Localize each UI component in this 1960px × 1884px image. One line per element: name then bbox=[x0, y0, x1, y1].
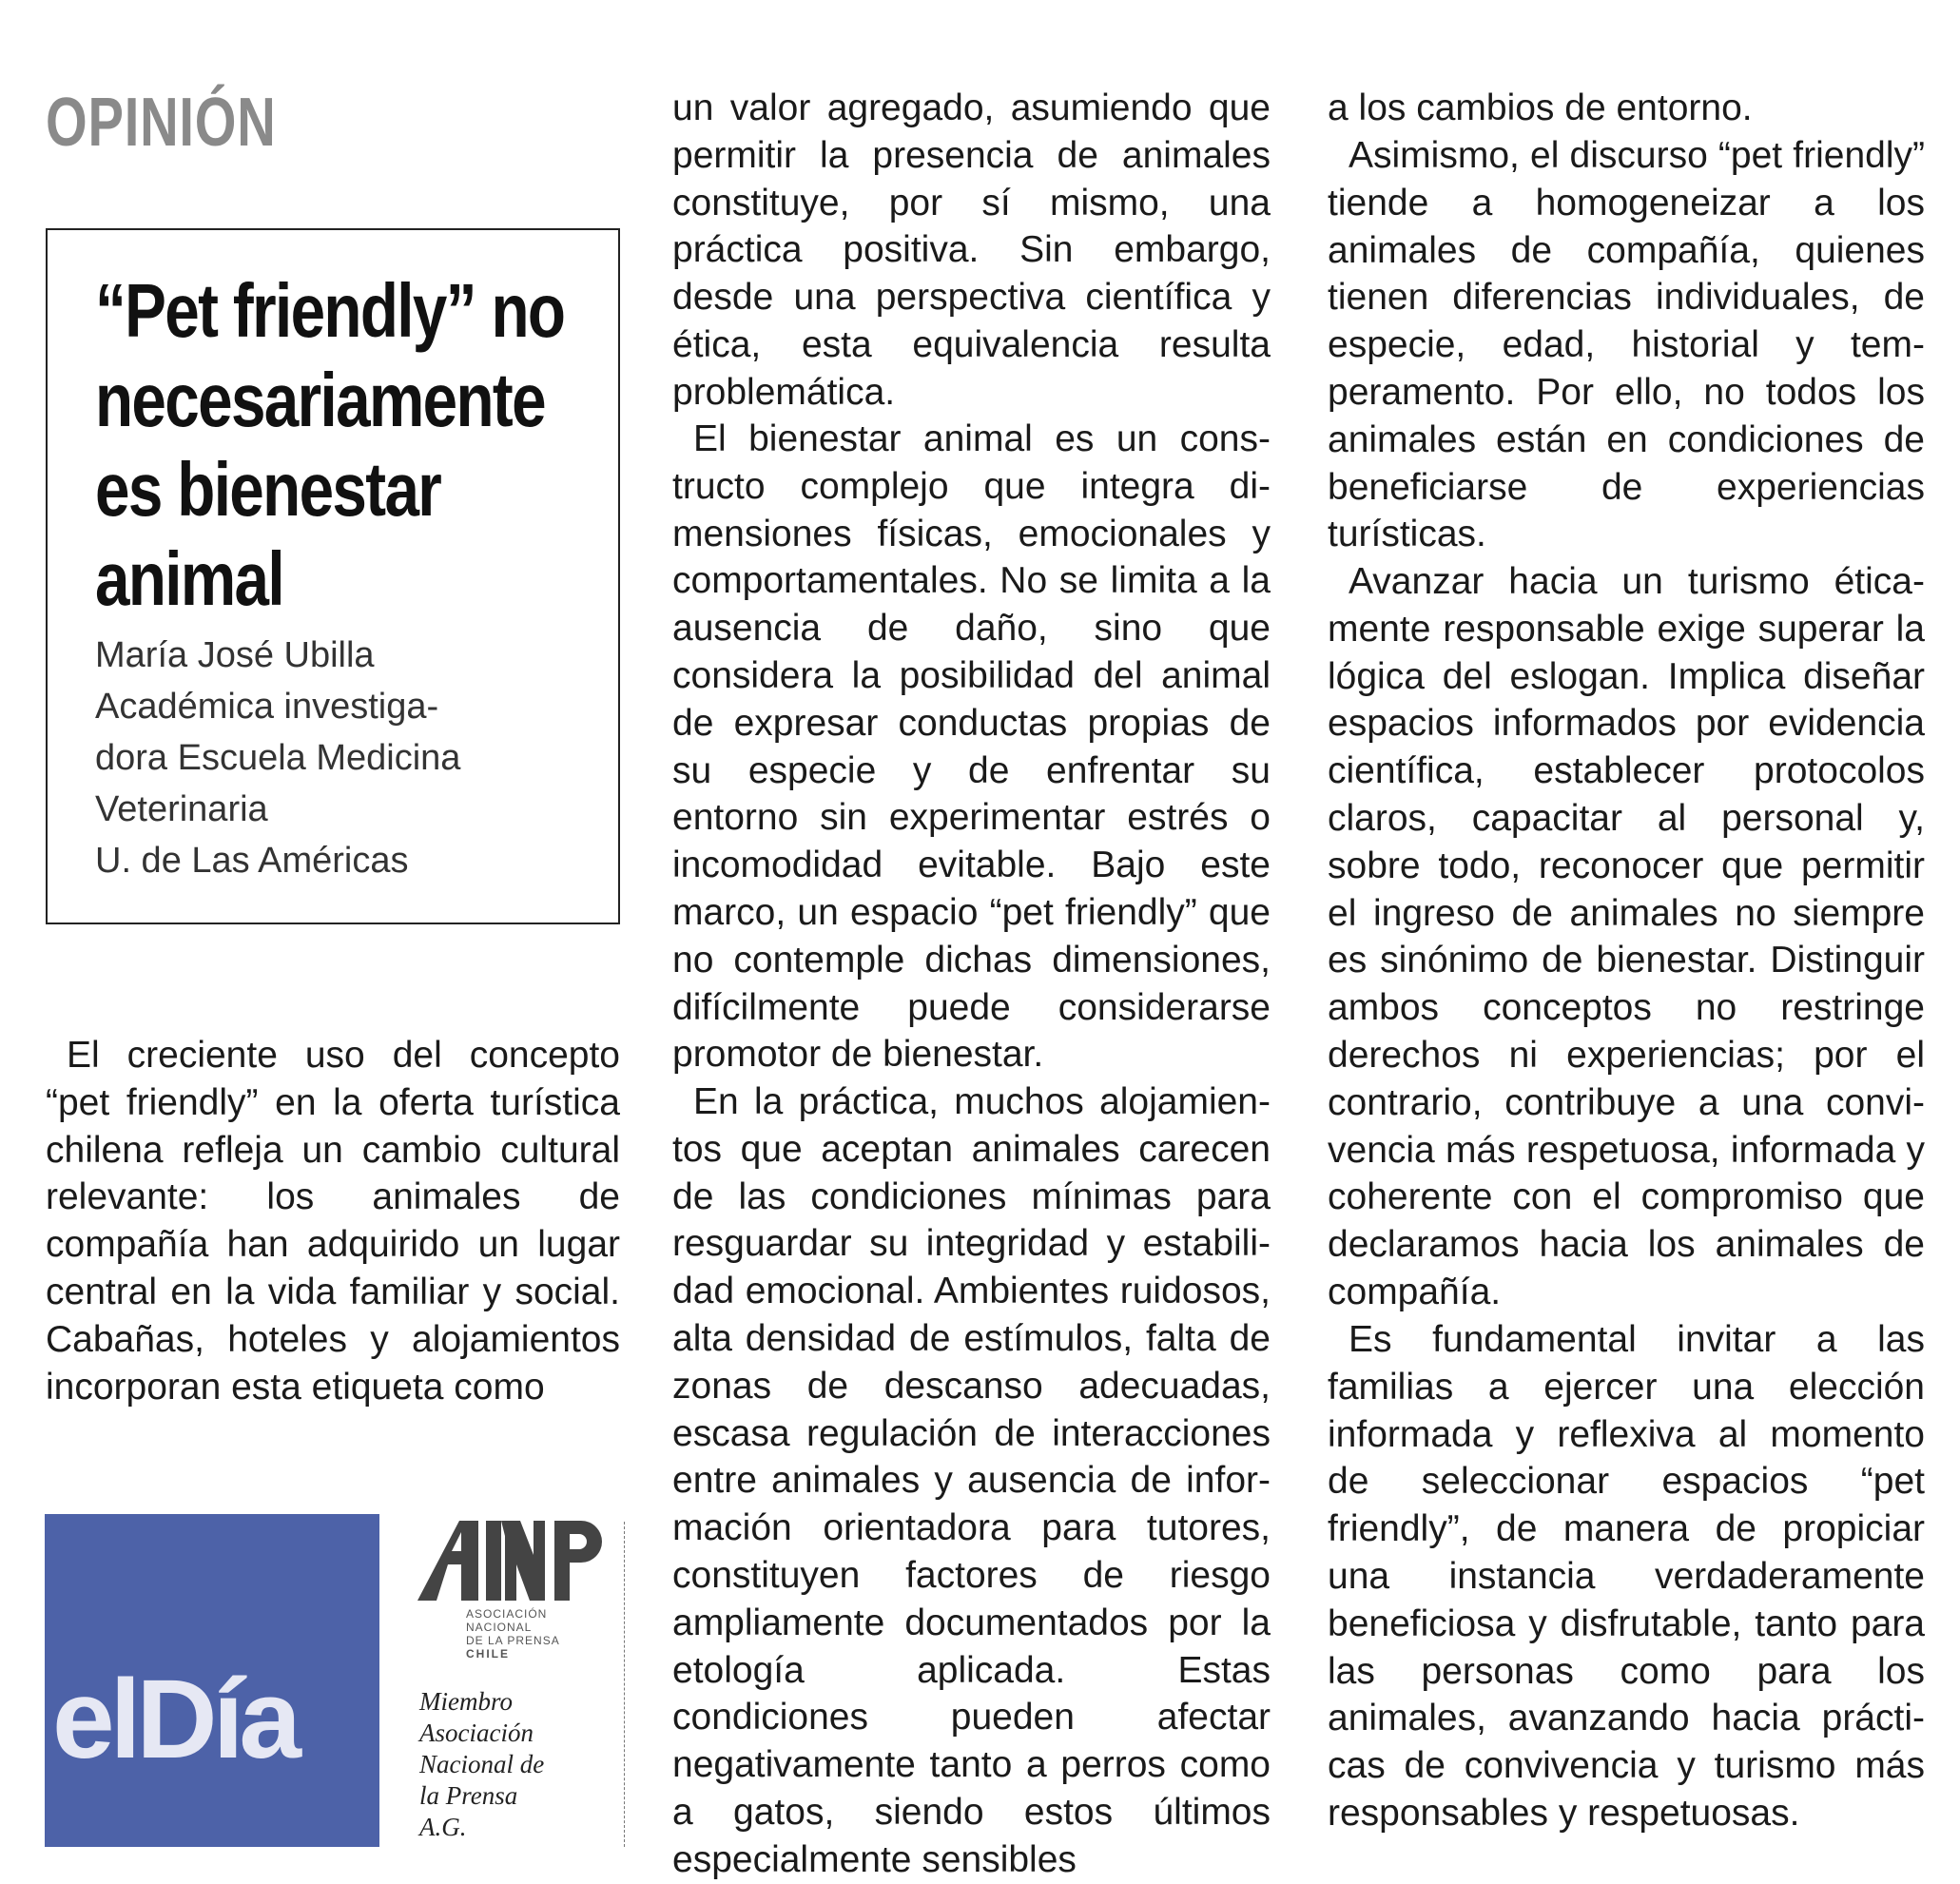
headline-line: es bienestar bbox=[95, 447, 441, 532]
section-label: OPINIÓN bbox=[46, 85, 277, 161]
author-institution: U. de Las Américas bbox=[95, 841, 409, 881]
anp-caption-line: NACIONAL bbox=[466, 1621, 533, 1634]
headline-line: animal bbox=[95, 536, 283, 621]
author-byline bbox=[95, 630, 460, 886]
eldia-logo-text: elDía bbox=[52, 1657, 298, 1782]
author-title-line: dora Escuela Medicina bbox=[95, 738, 461, 778]
paragraph: Avanzar hacia un turismo éticamente responsable exige superar la lógica del eslogan. Implica diseñar espacios informados por evidencia científica, establecer protocolos claros, capacitar al personal y, sobre todo, reconocer que permitir el ingreso de animales no siempre es sinónimo de bienestar. Distinguir ambos conceptos no restringe derechos ni experiencias; por el contrario, contribuye a una convivencia más respetuosa, informada y coherente con el compromiso que declaramos hacia los animales de compañía. bbox=[1328, 561, 1925, 1312]
member-note-line: Nacional de bbox=[419, 1750, 545, 1778]
paragraph: Asimismo, el discurso “pet friendly” tiende a homogeneizar a los animales de compañía, quienes tienen diferencias individuales, de especie, edad, historial y temperamento. Por ello, no todos los animales están en condiciones de beneficiarse de experiencias turísticas. bbox=[1328, 135, 1925, 555]
member-note-line: Miembro bbox=[419, 1687, 513, 1716]
headline-box bbox=[46, 228, 620, 924]
author-title-line: Veterinaria bbox=[95, 789, 268, 829]
paragraph: El creciente uso del concepto “pet friendly” en la oferta turística chilena refleja un cambio cultural relevante: los animales de compañía han adquirido un lugar central en la vida familiar y social. Cabañas, hoteles y alojamientos incorporan esta etiqueta como bbox=[46, 1035, 620, 1408]
anp-logo-icon bbox=[414, 1517, 604, 1604]
anp-caption-line: DE LA PRENSA bbox=[466, 1634, 560, 1647]
paragraph: En la práctica, muchos alojamientos que aceptan animales carecen de las condiciones mínimas para resguardar su integridad y estabilidad emocional. Ambientes ruidosos, alta densidad de estímulos, falta de zonas de descanso adecuadas, escasa regulación de interacciones entre animales y ausencia de información orientadora para tutores, constituyen factores de riesgo ampliamente documentados por la etología aplicada. Estas condiciones pueden afectar negativamente tanto a perros como a gatos, siendo estos últimos especialmente sensibles bbox=[672, 1081, 1271, 1880]
anp-logo-caption bbox=[466, 1607, 560, 1661]
paragraph: El bienestar animal es un constructo complejo que integra dimensiones físicas, emocionales y comportamentales. No se limita a la ausencia de daño, sino que considera la posibilidad del animal de expresar conductas propias de su especie y de enfrentar su entorno sin experimentar estrés o incomodidad evitable. Bajo este marco, un espacio “pet friendly” que no contemple dichas dimensiones, difícilmente puede considerarse promotor de bienestar. bbox=[672, 418, 1271, 1076]
headline-line: necesariamente bbox=[95, 358, 545, 442]
author-name: María José Ubilla bbox=[95, 635, 375, 675]
member-note-line: Asociación bbox=[419, 1719, 534, 1747]
author-title-line: Académica investiga- bbox=[95, 687, 439, 727]
anp-caption-line: ASOCIACIÓN bbox=[466, 1607, 548, 1621]
paragraph: Es fundamental invitar a las familias a ejercer una elección informada y reflexiva al momento de seleccionar espacios “pet friendly”, de manera de propiciar una instancia verdaderamente beneficiosa y disfrutable, tanto para las personas como para los animales, avanzando hacia prácticas de convivencia y turismo más responsables y respetuosas. bbox=[1328, 1319, 1925, 1834]
paragraph: un valor agregado, asumiendo que permitir la presencia de animales constituye, por sí mismo, una práctica positiva. Sin embargo, desde una perspectiva científica y ética, esta equivalencia resulta problemática. bbox=[672, 87, 1271, 413]
headline-line: “Pet friendly” no bbox=[95, 268, 565, 353]
member-note-line: la Prensa bbox=[419, 1781, 518, 1810]
headline bbox=[95, 266, 594, 624]
paragraph: a los cambios de entorno. bbox=[1328, 87, 1753, 128]
eldia-logo bbox=[45, 1514, 379, 1847]
footer-divider bbox=[624, 1522, 625, 1847]
anp-caption-line: CHILE bbox=[466, 1647, 510, 1661]
member-note-line: A.G. bbox=[419, 1813, 467, 1841]
member-note bbox=[419, 1686, 544, 1843]
